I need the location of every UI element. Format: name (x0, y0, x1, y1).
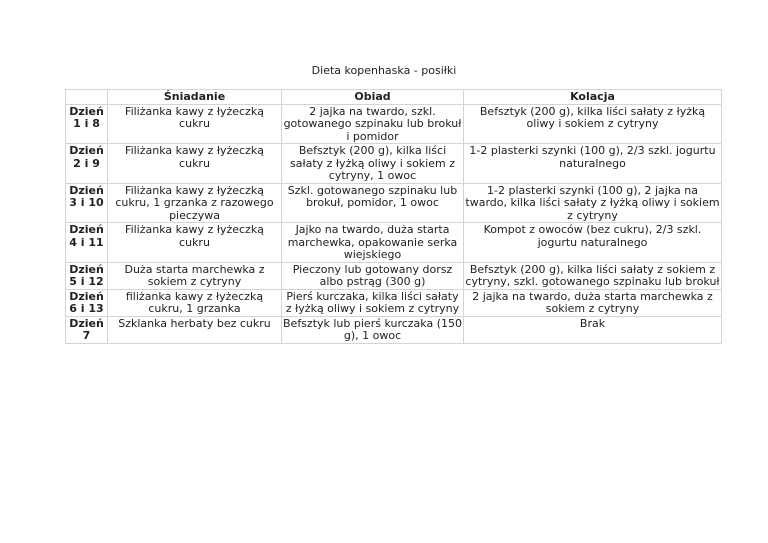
table-row (66, 262, 722, 289)
breakfast-cell: Filiżanka kawy z łyżeczką cukru (108, 144, 282, 184)
day-cell: Dzień 1 i 8 (66, 104, 108, 144)
header-day (66, 90, 108, 105)
meal-plan-table (65, 89, 722, 344)
day-cell: Dzień 3 i 10 (66, 183, 108, 223)
dinner-cell: 1-2 plasterki szynki (100 g), 2/3 szkl. jogurtu naturalnego (464, 144, 722, 184)
lunch-cell: Pierś kurczaka, kilka liści sałaty z łyżką oliwy i sokiem z cytryny (282, 289, 464, 316)
lunch-cell: 2 jajka na twardo, szkl. gotowanego szpinaku lub brokuł i pomidor (282, 104, 464, 144)
day-cell: Dzień 4 i 11 (66, 223, 108, 263)
lunch-cell: Szkl. gotowanego szpinaku lub brokuł, pomidor, 1 owoc (282, 183, 464, 223)
dinner-cell: 1-2 plasterki szynki (100 g), 2 jajka na twardo, kilka liści sałaty z łyżką oliwy i sokiem z cytryny (465, 183, 720, 222)
breakfast-cell: Filiżanka kawy z łyżeczką cukru, 1 grzanka z razowego pieczywa (108, 183, 282, 223)
dinner-cell: Befsztyk (200 g), kilka liści sałaty z łyżką oliwy i sokiem z cytryny (464, 104, 722, 144)
breakfast-cell: Filiżanka kawy z łyżeczką cukru (108, 223, 282, 263)
lunch-cell: Jajko na twardo, duża starta marchewka, opakowanie serka wiejskiego (282, 223, 464, 263)
lunch-cell: Pieczony lub gotowany dorsz albo pstrąg (300 g) (282, 262, 464, 289)
lunch-cell: Befsztyk (200 g), kilka liści sałaty z łyżką oliwy i sokiem z cytryny, 1 owoc (282, 144, 464, 184)
table-row (66, 223, 722, 263)
table-row (66, 183, 722, 223)
breakfast-cell: Szklanka herbaty bez cukru (108, 316, 282, 343)
dinner-cell: 2 jajka na twardo, duża starta marchewka z sokiem z cytryny (464, 289, 722, 316)
table-row (66, 289, 722, 316)
day-cell: Dzień 2 i 9 (66, 144, 108, 184)
document-title: Dieta kopenhaska - posiłki (311, 64, 457, 77)
breakfast-cell: Filiżanka kawy z łyżeczką cukru (108, 104, 282, 144)
day-cell: Dzień 5 i 12 (66, 262, 108, 289)
table-row (66, 316, 722, 343)
dinner-cell: Brak (464, 316, 722, 343)
lunch-cell: Befsztyk lub pierś kurczaka (150 g), 1 owoc (283, 316, 462, 342)
table-row (66, 104, 722, 144)
breakfast-cell: filiżanka kawy z łyżeczką cukru, 1 grzanka (108, 289, 282, 316)
header-breakfast: Śniadanie (108, 90, 282, 105)
header-dinner: Kolacja (464, 90, 722, 105)
table-row (66, 144, 722, 184)
dinner-cell: Kompot z owoców (bez cukru), 2/3 szkl. jogurtu naturalnego (464, 223, 722, 263)
table-header-row (66, 90, 722, 105)
breakfast-cell: Duża starta marchewka z sokiem z cytryny (108, 262, 282, 289)
dinner-cell: Befsztyk (200 g), kilka liści sałaty z sokiem z cytryny, szkl. gotowanego szpinaku lub brokuł (465, 262, 720, 288)
header-lunch: Obiad (282, 90, 464, 105)
day-cell: Dzień 6 i 13 (66, 289, 108, 316)
day-cell: Dzień 7 (66, 316, 108, 343)
